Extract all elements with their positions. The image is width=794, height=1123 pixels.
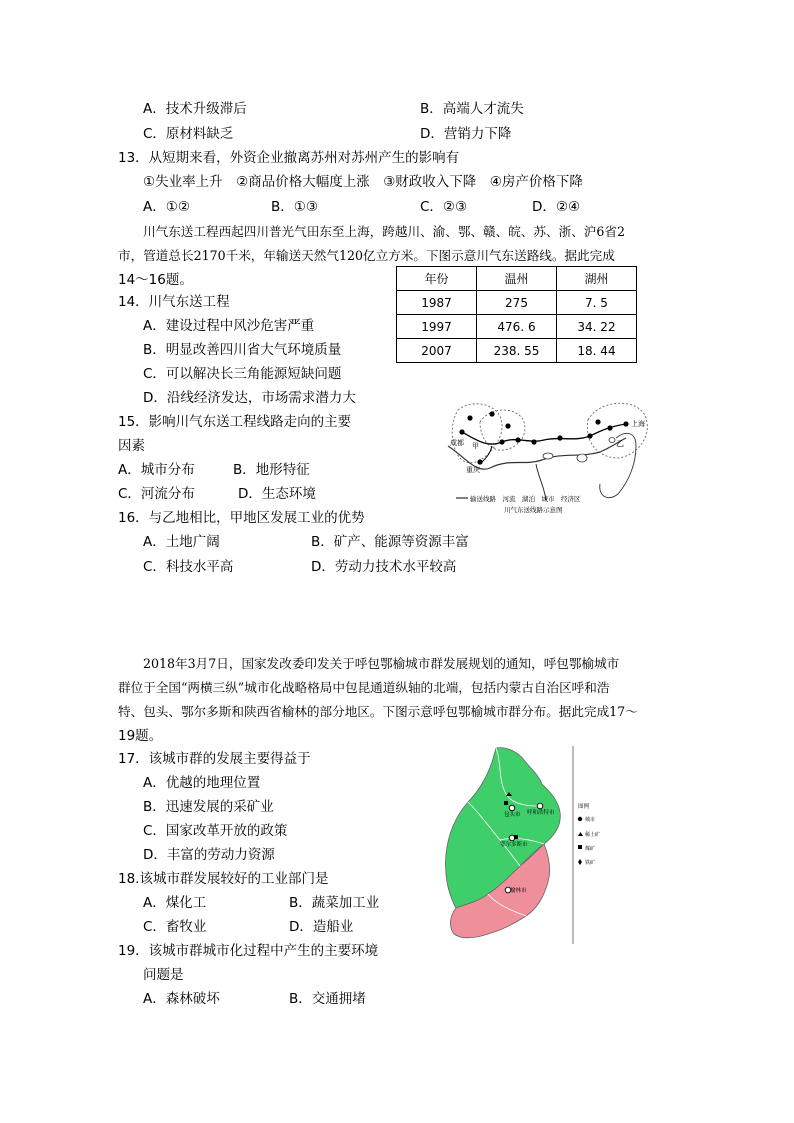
q17-option-a: A．优越的地理位置 — [143, 775, 261, 791]
q18-option-a: A．煤化工 — [143, 895, 207, 911]
passage1-line3: 14～16题。 — [118, 272, 193, 288]
q12-option-a: A．技术升级滞后 — [143, 101, 247, 117]
coal-mine-icon — [504, 801, 508, 805]
city-dot — [607, 425, 612, 430]
q13-option-c: C．②③ — [420, 199, 468, 215]
legend-rare-earth-icon — [578, 832, 583, 836]
q17-stem: 17．该城市群的发展主要得益于 — [118, 751, 311, 767]
q17-option-b: B．迅速发展的采矿业 — [143, 799, 274, 815]
q18-stem: 18.该城市群发展较好的工业部门是 — [118, 871, 329, 887]
q15-option-b: B．地形特征 — [233, 462, 310, 478]
q13-option-b: B．①③ — [271, 199, 318, 215]
q16-stem: 16．与乙地相比，甲地区发展工业的优势 — [118, 510, 365, 526]
city-hohhot — [537, 803, 543, 809]
q19-option-a: A．森林破坏 — [143, 991, 220, 1007]
data-table — [396, 266, 637, 363]
yangtze-economic-zone — [587, 403, 647, 458]
city-dot — [467, 415, 472, 420]
q16-option-c: C．科技水平高 — [143, 559, 234, 575]
pipeline-route — [462, 424, 626, 444]
city-dot — [499, 439, 504, 444]
passage2-line1: 2018年3月7日，国家发改委印发关于呼包鄂榆城市群发展规划的通知，呼包鄂榆城市 — [143, 656, 620, 671]
city-ordos — [509, 835, 515, 841]
passage2-line3: 特、包头、鄂尔多斯和陕西省榆林的部分地区。下图示意呼包鄂榆城市群分布。据此完成17～ — [118, 704, 638, 719]
table-row — [397, 315, 637, 339]
label-jia: 甲 — [472, 442, 479, 450]
q17-option-c: C．国家改革开放的政策 — [143, 823, 288, 839]
label-chongqing: 重庆 — [466, 466, 480, 474]
legend-coal-icon — [578, 845, 582, 849]
city-dot — [505, 423, 510, 428]
q13-items: ①失业率上升 ②商品价格大幅度上涨 ③财政收入下降 ④房产价格下降 — [143, 174, 583, 190]
map1-caption: 川气东送线路示意图 — [504, 506, 563, 514]
q14-stem: 14．川气东送工程 — [118, 294, 230, 310]
label-hohhot: 呼和浩特市 — [527, 810, 555, 816]
table-cell: 238. 55 — [477, 339, 557, 363]
q15-option-c: C．河流分布 — [118, 486, 195, 502]
city-cluster-map — [440, 744, 600, 946]
passage1-line1: 川气东送工程西起四川普光气田东至上海，跨越川、渝、鄂、赣、皖、苏、浙、沪6省2 — [143, 224, 625, 239]
q16-option-a: A．土地广阔 — [143, 534, 220, 550]
q13-option-a: A．①② — [143, 199, 190, 215]
table-cell: 2007 — [397, 339, 477, 363]
lake — [543, 453, 553, 459]
label-ordos: 鄂尔多斯市 — [500, 842, 528, 848]
table-cell: 1987 — [397, 291, 477, 315]
table-cell: 7. 5 — [557, 291, 637, 315]
legend-rare-earth: 稀土矿 — [585, 832, 600, 838]
q19-stem-line2: 问题是 — [143, 967, 184, 983]
city-dot — [477, 459, 482, 464]
label-baotou: 包头市 — [504, 812, 521, 818]
pipeline-route-map — [440, 396, 680, 514]
q19-stem-line1: 19．该城市群城市化过程中产生的主要环境 — [118, 943, 379, 959]
city-dot — [489, 411, 494, 416]
table-header-cell: 温州 — [477, 267, 557, 291]
city-dot — [587, 433, 592, 438]
legend-city-icon — [578, 817, 582, 821]
sichuan-economic-zone — [452, 404, 502, 463]
table-header-row — [397, 267, 637, 291]
q14-option-c: C．可以解决长三角能源短缺问题 — [143, 366, 342, 382]
city-dot — [459, 429, 464, 434]
legend-iron: 铁矿 — [585, 860, 596, 866]
table-cell: 1997 — [397, 315, 477, 339]
city-dot — [623, 421, 628, 426]
q13-stem: 13．从短期来看，外资企业撤离苏州对苏州产生的影响有 — [118, 150, 460, 166]
table-row — [397, 291, 637, 315]
label-yulin: 榆林市 — [510, 888, 527, 894]
city-dot — [595, 419, 600, 424]
table-cell: 275 — [477, 291, 557, 315]
map1-legend: 输送线路 河流 湖泊 城市 经济区 — [470, 495, 581, 503]
city-dot — [515, 437, 520, 442]
label-shanghai: 上海 — [631, 420, 645, 428]
q12-option-d: D．营销力下降 — [420, 126, 512, 142]
q16-option-d: D．劳动力技术水平较高 — [311, 559, 457, 575]
q19-option-b: B．交通拥堵 — [289, 991, 366, 1007]
q18-option-d: D．造船业 — [289, 919, 354, 935]
q14-option-d: D．沿线经济发达，市场需求潜力大 — [143, 390, 356, 406]
legend-iron-icon — [578, 859, 582, 865]
city-baotou — [509, 805, 515, 811]
q15-stem-line2: 因素 — [118, 438, 145, 454]
legend-title: 图例 — [578, 804, 590, 810]
lake — [609, 438, 615, 443]
q13-option-d: D．②④ — [532, 199, 581, 215]
q17-option-d: D．丰富的劳动力资源 — [143, 847, 275, 863]
q18-option-c: C．畜牧业 — [143, 919, 207, 935]
q16-option-b: B．矿产、能源等资源丰富 — [311, 534, 469, 550]
table-header-cell: 年份 — [397, 267, 477, 291]
q15-stem-line1: 15．影响川气东送工程线路走向的主要 — [118, 414, 352, 430]
q15-option-d: D．生态环境 — [238, 486, 316, 502]
table-row — [397, 339, 637, 363]
city-dot — [557, 435, 562, 440]
q15-option-a: A．城市分布 — [118, 462, 195, 478]
label-yi: 乙 — [616, 439, 624, 448]
q12-option-c: C．原材料缺乏 — [143, 126, 234, 142]
passage2-line4: 19题。 — [118, 728, 163, 744]
table-cell: 34. 22 — [557, 315, 637, 339]
table-cell: 476. 6 — [477, 315, 557, 339]
table-header-cell: 湖州 — [557, 267, 637, 291]
q12-option-b: B．高端人才流失 — [420, 101, 524, 117]
legend-coal: 煤矿 — [585, 846, 596, 852]
passage1-line2: 市，管道总长2170千米，年输送天然气120亿立方米。下图示意川气东送路线。据此完成 — [118, 248, 615, 263]
city-dot — [531, 439, 536, 444]
legend-city: 城市 — [585, 817, 596, 823]
table-cell: 18. 44 — [557, 339, 637, 363]
q18-option-b: B．蔬菜加工业 — [289, 895, 380, 911]
q14-option-a: A．建设过程中风沙危害严重 — [143, 318, 315, 334]
label-chengdu: 成都 — [450, 439, 464, 447]
lake — [577, 454, 587, 462]
passage2-line2: 群位于全国“两横三纵”城市化战略格局中包昆通道纵轴的北端，包括内蒙古自治区呼和浩 — [118, 680, 610, 695]
pipeline-branch — [482, 446, 492, 462]
coal-mine-icon — [514, 835, 518, 839]
q14-option-b: B．明显改善四川省大气环境质量 — [143, 342, 342, 358]
